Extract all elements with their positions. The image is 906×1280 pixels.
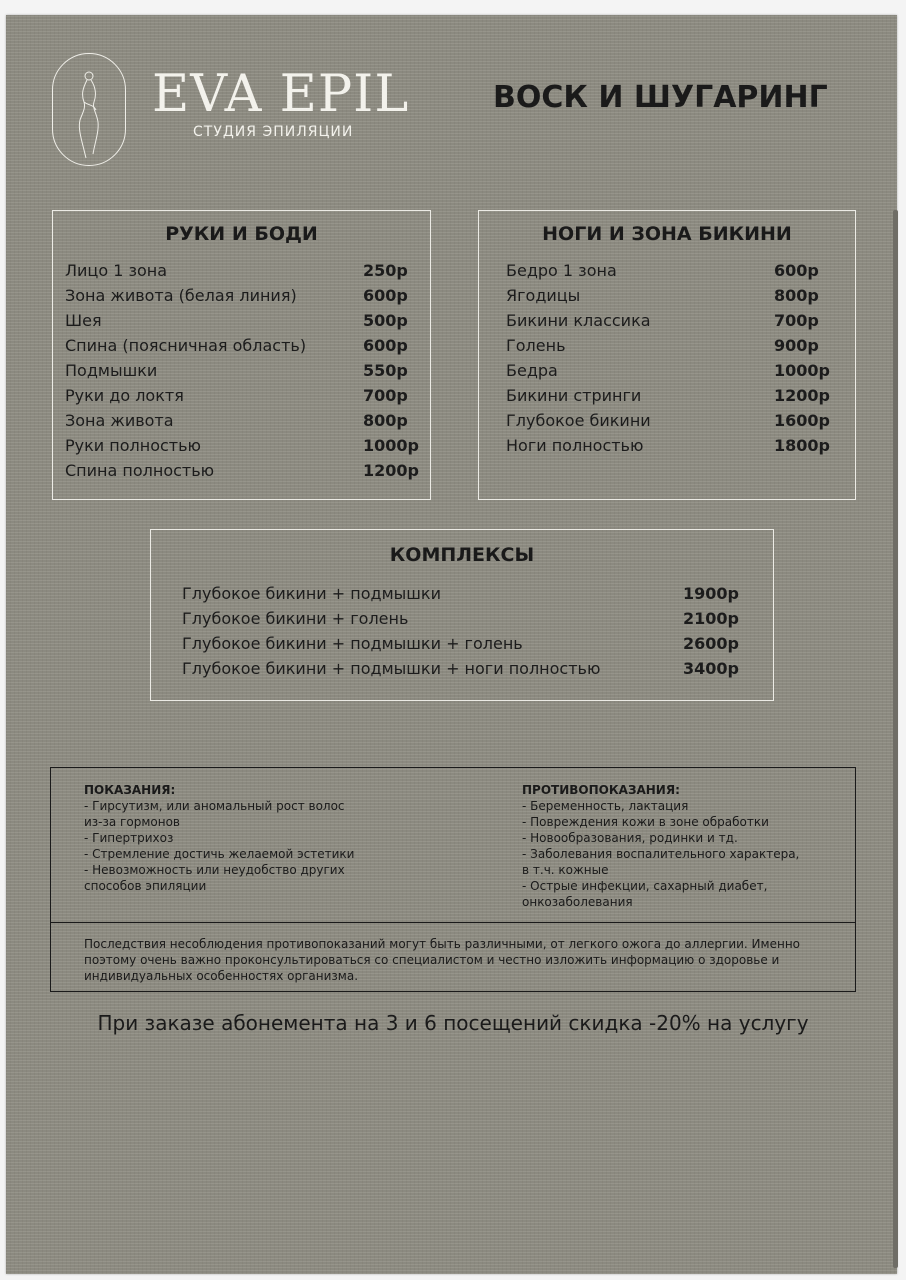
service-price: 1900р xyxy=(683,584,739,603)
contraindication-line: онкозаболевания xyxy=(522,895,633,909)
warning-note: Последствия несоблюдения противопоказаний могут быть различными, от легкого ожога до аллергии. Именно поэтому очень важно проконсультироваться со специалистом и честно изложить информацию о здоровье и индивидуальных особенностях организма. xyxy=(84,937,801,983)
price-row xyxy=(182,631,762,656)
service-name: Глубокое бикини xyxy=(506,411,651,430)
price-row xyxy=(506,308,846,333)
service-name: Шея xyxy=(65,311,102,330)
service-price: 700р xyxy=(774,311,819,330)
service-name: Глубокое бикини + подмышки + ноги полностью xyxy=(182,659,601,678)
service-price: 600р xyxy=(363,336,408,355)
service-price: 250р xyxy=(363,261,408,280)
price-row xyxy=(65,383,425,408)
logo-emblem xyxy=(52,53,126,166)
service-price: 1800р xyxy=(774,436,830,455)
price-row xyxy=(65,433,425,458)
brand-subtitle: СТУДИЯ ЭПИЛЯЦИИ xyxy=(193,124,354,140)
price-row xyxy=(65,308,425,333)
service-name: Бикини стринги xyxy=(506,386,642,405)
scrollbar[interactable] xyxy=(893,210,898,1268)
legs-bikini-section xyxy=(478,210,856,500)
contraindication-line: в т.ч. кожные xyxy=(522,863,609,877)
indication-line: - Невозможность или неудобство других xyxy=(84,863,345,877)
service-name: Лицо 1 зона xyxy=(65,261,168,280)
contraindication-line: - Повреждения кожи в зоне обработки xyxy=(522,815,769,829)
divider xyxy=(51,922,855,923)
price-row xyxy=(65,333,425,358)
price-row xyxy=(182,581,762,606)
indication-line: - Гирсутизм, или аномальный рост волос xyxy=(84,799,345,813)
service-name: Бедра xyxy=(506,361,558,380)
service-price: 1200р xyxy=(774,386,830,405)
price-row xyxy=(506,283,846,308)
service-price: 900р xyxy=(774,336,819,355)
indication-line: из-за гормонов xyxy=(84,815,180,829)
contraindication-line: - Острые инфекции, сахарный диабет, xyxy=(522,879,768,893)
service-name: Бикини классика xyxy=(506,311,651,330)
service-name: Ноги полностью xyxy=(506,436,644,455)
service-name: Зона живота (белая линия) xyxy=(65,286,297,305)
contraindication-line: - Новообразования, родинки и тд. xyxy=(522,831,738,845)
service-price: 500р xyxy=(363,311,408,330)
service-name: Зона живота xyxy=(65,411,174,430)
price-row xyxy=(506,258,846,283)
service-price: 1000р xyxy=(774,361,830,380)
service-name: Голень xyxy=(506,336,566,355)
service-price: 550р xyxy=(363,361,408,380)
contraindications-title: ПРОТИВОПОКАЗАНИЯ: xyxy=(522,783,680,797)
service-name: Глубокое бикини + подмышки + голень xyxy=(182,634,523,653)
service-price: 2600р xyxy=(683,634,739,653)
section-title: НОГИ И ЗОНА БИКИНИ xyxy=(542,223,792,245)
price-row xyxy=(65,458,425,483)
contraindications-column xyxy=(522,782,842,910)
female-silhouette-icon xyxy=(53,54,125,165)
service-name: Спина полностью xyxy=(65,461,215,480)
service-price: 800р xyxy=(774,286,819,305)
medical-info-box xyxy=(50,767,856,992)
price-row xyxy=(65,258,425,283)
discount-promo: При заказе абонемента на 3 и 6 посещений скидка -20% на услугу xyxy=(97,1011,809,1035)
indication-line: - Стремление достичь желаемой эстетики xyxy=(84,847,355,861)
indications-column xyxy=(84,782,464,894)
contraindication-line: - Беременность, лактация xyxy=(522,799,689,813)
price-row xyxy=(182,656,762,681)
service-name: Спина (поясничная область) xyxy=(65,336,307,355)
service-name: Глубокое бикини + голень xyxy=(182,609,409,628)
service-price: 1600р xyxy=(774,411,830,430)
indication-line: - Гипертрихоз xyxy=(84,831,174,845)
price-row xyxy=(182,606,762,631)
section-title: РУКИ И БОДИ xyxy=(165,223,318,245)
page-title: ВОСК И ШУГАРИНГ xyxy=(493,80,828,115)
service-price: 2100р xyxy=(683,609,739,628)
service-price: 800р xyxy=(363,411,408,430)
service-price: 1000р xyxy=(363,436,419,455)
brand-name: EVA EPIL xyxy=(152,65,410,124)
service-price: 600р xyxy=(363,286,408,305)
service-name: Глубокое бикини + подмышки xyxy=(182,584,441,603)
arms-body-section xyxy=(52,210,431,500)
price-row xyxy=(506,333,846,358)
service-name: Ягодицы xyxy=(506,286,581,305)
service-price: 600р xyxy=(774,261,819,280)
price-row xyxy=(65,408,425,433)
service-price: 700р xyxy=(363,386,408,405)
complexes-section xyxy=(150,529,774,701)
price-row xyxy=(506,433,846,458)
service-price: 1200р xyxy=(363,461,419,480)
price-row xyxy=(65,358,425,383)
service-name: Руки до локтя xyxy=(65,386,184,405)
indication-line: способов эпиляции xyxy=(84,879,207,893)
section-title: КОМПЛЕКСЫ xyxy=(389,544,535,566)
service-name: Бедро 1 зона xyxy=(506,261,617,280)
price-row xyxy=(506,408,846,433)
service-price: 3400р xyxy=(683,659,739,678)
price-row xyxy=(506,383,846,408)
price-row xyxy=(506,358,846,383)
price-row xyxy=(65,283,425,308)
service-name: Подмышки xyxy=(65,361,158,380)
service-name: Руки полностью xyxy=(65,436,202,455)
indications-title: ПОКАЗАНИЯ: xyxy=(84,783,176,797)
contraindication-line: - Заболевания воспалительного характера, xyxy=(522,847,800,861)
